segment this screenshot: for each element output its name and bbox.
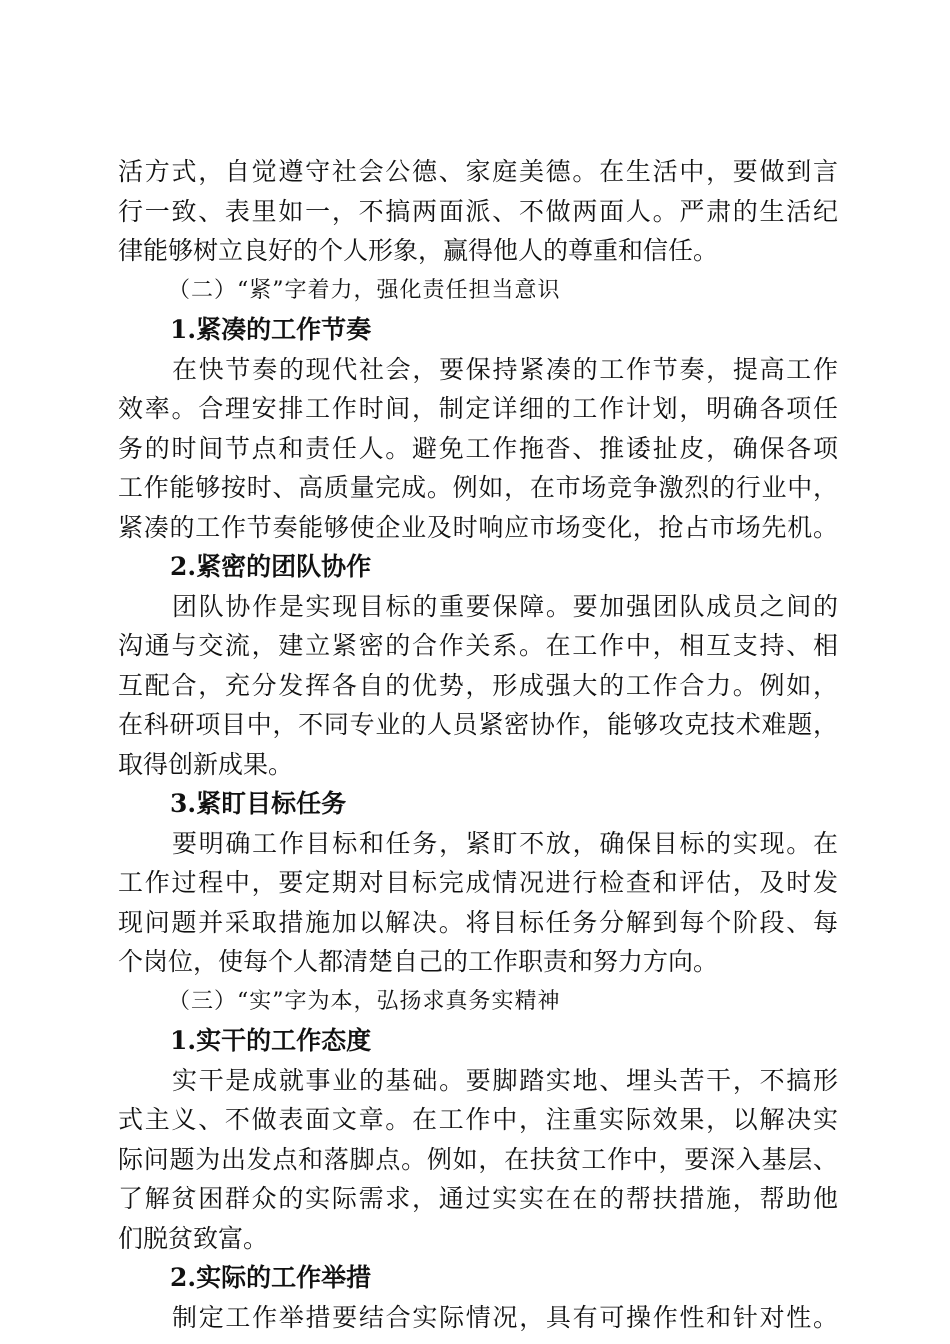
subsection-heading: 2.实际的工作举措 <box>170 1263 372 1292</box>
paragraph-line: 际问题为出发点和落脚点。例如，在扶贫工作中，要深入基层、 <box>118 1144 838 1174</box>
subsection-heading: 2.紧密的团队协作 <box>170 552 372 581</box>
paragraph-line: 实干是成就事业的基础。要脚踏实地、埋头苦干，不搞形 <box>172 1065 838 1095</box>
paragraph-line: 工作过程中，要定期对目标完成情况进行检查和评估，及时发 <box>118 868 838 897</box>
paragraph-line: 要明确工作目标和任务，紧盯不放，确保目标的实现。在 <box>172 828 838 858</box>
section-heading: （二）“紧”字着力，强化责任担当意识 <box>168 277 561 303</box>
document-body <box>118 152 838 1337</box>
paragraph-line: 制定工作举措要结合实际情况，具有可操作性和针对性。 <box>172 1302 838 1332</box>
paragraph-line: 了解贫困群众的实际需求，通过实实在在的帮扶措施，帮助他 <box>118 1184 838 1213</box>
paragraph-line: 在快节奏的现代社会，要保持紧凑的工作节奏，提高工作 <box>172 354 838 384</box>
paragraph-line: 互配合，充分发挥各自的优势，形成强大的工作合力。例如， <box>118 670 838 700</box>
paragraph-line: 紧凑的工作节奏能够使企业及时响应市场变化，抢占市场先机。 <box>118 512 838 542</box>
paragraph-line: 式主义、不做表面文章。在工作中，注重实际效果，以解决实 <box>118 1105 838 1134</box>
paragraph-line: 个岗位，使每个人都清楚自己的工作职责和努力方向。 <box>118 947 719 976</box>
paragraph-line: 沟通与交流，建立紧密的合作关系。在工作中，相互支持、相 <box>118 631 838 660</box>
paragraph-line: 们脱贫致富。 <box>118 1223 269 1253</box>
section-heading: （三）“实”字为本，弘扬求真务实精神 <box>168 988 561 1014</box>
paragraph-line: 工作能够按时、高质量完成。例如，在市场竞争激烈的行业中， <box>118 473 838 502</box>
paragraph-line: 行一致、表里如一，不搞两面派、不做两面人。严肃的生活纪 <box>118 196 838 226</box>
paragraph-line: 效率。合理安排工作时间，制定详细的工作计划，明确各项任 <box>118 394 838 423</box>
subsection-heading: 1.实干的工作态度 <box>170 1026 372 1055</box>
paragraph-line: 在科研项目中，不同专业的人员紧密协作，能够攻克技术难题， <box>118 710 838 739</box>
paragraph-line: 律能够树立良好的个人形象，赢得他人的尊重和信任。 <box>118 236 719 265</box>
paragraph-line: 活方式，自觉遵守社会公德、家庭美德。在生活中，要做到言 <box>118 157 838 186</box>
paragraph-line: 团队协作是实现目标的重要保障。要加强团队成员之间的 <box>172 591 838 621</box>
subsection-heading: 3.紧盯目标任务 <box>170 789 347 818</box>
paragraph-line: 务的时间节点和责任人。避免工作拖沓、推诿扯皮，确保各项 <box>118 433 838 463</box>
paragraph-line: 现问题并采取措施加以解决。将目标任务分解到每个阶段、每 <box>118 907 838 937</box>
subsection-heading: 1.紧凑的工作节奏 <box>170 315 372 344</box>
paragraph-line: 取得创新成果。 <box>118 749 294 779</box>
